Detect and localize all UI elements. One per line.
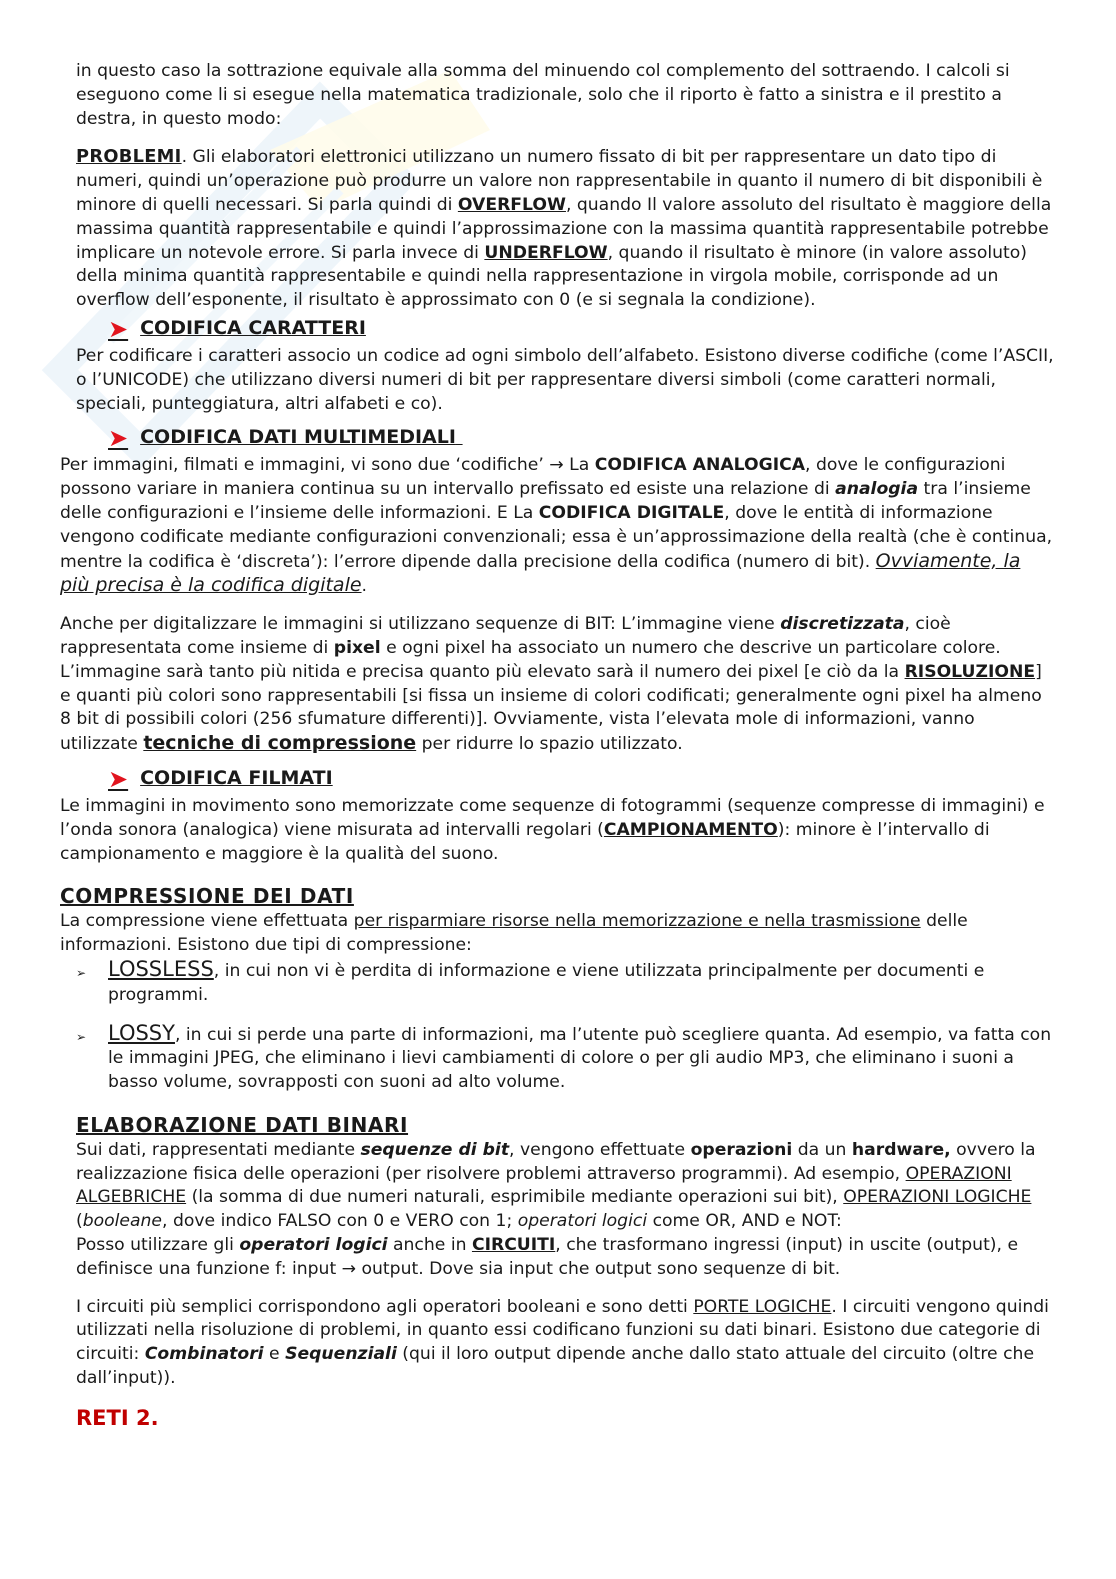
red-arrow-icon: ➤ [108,314,129,343]
compressione-paragraph: La compressione viene effettuata per risparmiare risorse nella memorizzazione e nella trasmissione delle informazioni. Esistono due tipi di compressione: [60,911,968,956]
filmati-paragraph: Le immagini in movimento sono memorizzate come sequenze di fotogrammi (sequenze compresse di immagini) e l’onda sonora (analogica) viene misurata ad intervalli regolari (CAMPIONAMENTO): minore è l’intervallo di campionamento e maggiore è la qualità del suono. [60,795,1045,864]
heading-codifica-caratteri: ➤ CODIFICA CARATTERI [108,314,366,343]
heading-elaborazione: ELABORAZIONE DATI BINARI [76,1112,409,1137]
red-arrow-icon: ➤ [108,424,129,453]
heading-codifica-multimedia: ➤ CODIFICA DATI MULTIMEDIALI [108,424,456,453]
caratteri-paragraph: Per codificare i caratteri associo un codice ad ogni simbolo dell’alfabeto. Esistono diverse codifiche (come l’ASCII, o l’UNICODE) che utilizzano diversi numeri di bit per rappresentare diversi simboli (come caratteri normali, speciali, punteggiatura, altri alfabeti e co). [76,345,1054,414]
overflow-term: OVERFLOW [457,194,566,215]
elaborazione-paragraph-1: Sui dati, rappresentati mediante sequenze di bit, vengono effettuate operazioni da un hardware, ovvero la realizzazione fisica delle operazioni (per risolvere problemi attraverso programmi). Ad esempio, OPERAZIONI ALGEBRICHE (la somma di due numeri naturali, esprimibile mediante operazioni sui bit), OPERAZIONI LOGICHE (booleane, dove indico FALSO con 0 e VERO con 1; operatori logici come OR, AND e NOT: [76,1139,1036,1232]
red-arrow-icon: ➤ [108,764,129,793]
elaborazione-paragraph-3: I circuiti più semplici corrispondono agli operatori booleani e sono detti PORTE LOGICHE. I circuiti vengono quindi utilizzati nella risoluzione di problemi, in quanto essi codificano funzioni su dati binari. Esistono due categorie di circuiti: Combinatori e Sequenziali (qui il loro output dipende anche dallo stato attuale del circuito (oltre che dall’input)). [76,1296,1049,1389]
heading-codifica-filmati: ➤ CODIFICA FILMATI [108,764,333,793]
list-item-lossy: ➢ LOSSY, in cui si perde una parte di informazioni, ma l’utente può scegliere quanta. Ad esempio, va fatta con le immagini JPEG, che eliminano i lievi cambiamenti di colore o per gli audio MP3, che eliminano i suoni a basso volume, sovrapposti con suoni ad alto volume. [0,1022,1116,1095]
heading-compressione: COMPRESSIONE DEI DATI [60,884,354,909]
problemi-paragraph: PROBLEMI. Gli elaboratori elettronici utilizzano un numero fissato di bit per rappresentare un dato tipo di numeri, quindi un’operazione può produrre un valore non rappresentabile in quanto il numero di bit disponibili è minore di quelli necessari. Si parla quindi di OVERFLOW, quando Il valore assoluto del risultato è maggiore della massima quantità rappresentabile e quindi l’approssimazione con la massima quantità rappresentabile potrebbe implicare un notevole errore. Si parla invece di UNDERFLOW, quando il risultato è minore (in valore assoluto) della minima quantità rappresentabile e quindi nella rappresentazione in virgola mobile, corrisponde ad un overflow dell’esponente, il risultato è approssimato con 0 (e si segnala la condizione). [76,146,1052,311]
problemi-label: PROBLEMI [76,146,182,168]
multimedia-paragraph-2: Anche per digitalizzare le immagini si utilizzano sequenze di BIT: L’immagine viene discretizzata, cioè rappresentata come insieme di pixel e ogni pixel ha associato un numero che descrive un particolare colore. L’immagine sarà tanto più nitida e precisa quanto più elevato sarà il numero dei pixel [e ciò da la RISOLUZIONE] e quanti più colori sono rappresentabili [si fissa un insieme di colori codificati; generalmente ogni pixel ha almeno 8 bit di possibili colori (256 sfumature differenti)]. Ovviamente, vista l’elevata mole di informazioni, vanno utilizzate tecniche di compressione per ridurre lo spazio utilizzato. [60,614,1042,755]
underflow-term: UNDERFLOW [484,242,608,263]
document-body [0,60,1116,1431]
reti-heading: RETI 2. [76,1405,159,1430]
intro-paragraph: in questo caso la sottrazione equivale alla somma del minuendo col complemento del sottraendo. I calcoli si eseguono come li si esegue nella matematica tradizionale, solo che il riporto è fatto a sinistra e il prestito a destra, in questo modo: [76,61,1010,129]
bullet-arrow-icon: ➢ [76,1029,87,1044]
bullet-arrow-icon: ➢ [76,965,87,980]
right-arrow-icon: → [341,1258,357,1279]
multimedia-paragraph-1: Per immagini, filmati e immagini, vi sono due ‘codifiche’ → La CODIFICA ANALOGICA, dove le configurazioni possono variare in maniera continua su un intervallo prefissato ed esiste una relazione di analogia tra l’insieme delle configurazioni e l’insieme delle informazioni. E La CODIFICA DIGITALE, dove le entità di informazione vengono codificate mediante configurazioni convenzionali; essa è un’approssimazione della realtà (che è continua, mentre la codifica è ‘discreta’): l’errore dipende dalla precisione della codifica (numero di bit). Ovviamente, la più precisa è la codifica digitale. [60,455,1053,597]
right-arrow-icon: → [549,455,564,476]
elaborazione-paragraph-2: Posso utilizzare gli operatori logici anche in CIRCUITI, che trasformano ingressi (input) in uscite (output), e definisce una funzione f: input → output. Dove sia input che output sono sequenze di bit. [76,1235,1019,1279]
list-item-lossless: ➢ LOSSLESS, in cui non vi è perdita di informazione e viene utilizzata principalmente per documenti e programmi. [0,958,1116,1008]
